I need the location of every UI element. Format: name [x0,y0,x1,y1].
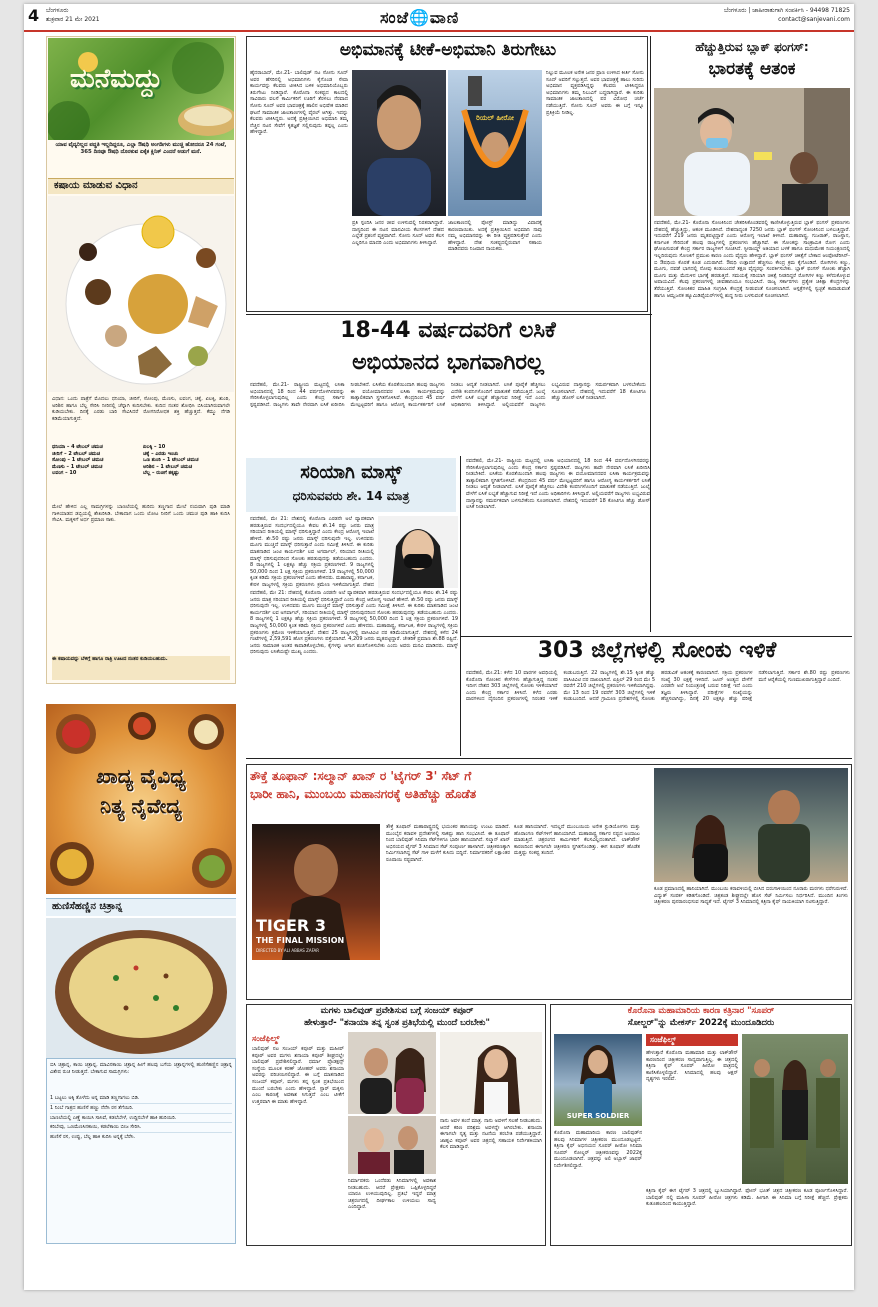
story6-headline-2: ಭಾರೀ ಹಾನಿ, ಮುಂಬಯಿ ಮಹಾನಗರಕ್ಕೆ ಅತಿಹೆಚ್ಚು ಹೊಡೆತ [250,787,477,801]
story1-col4: ನಿಲ್ಲುವ ಮೂಲಕ ಅನೇಕ ಜನರ ಪ್ರಾಣ ಉಳಿಸಿದ ಕೀರ್ತಿ ಸೋನು ಸೂದ್ ಅವರಿಗೆ ಸಲ್ಲುತ್ತದೆ. ಅವರ ಭಾವಚಿತ್ರಕ್ಕೆ ಹಾಲು ಸುರಿದು ಅಭಿಮಾನ ವ್ಯಕ್ತಪಡಿಸಿದ್ದನ್ನು ಕೆಲವರು ಟೀಕಿಸಿದ್ದರೂ ಅಭಿಮಾನಿಗಳು ತಮ್ಮ ನಿಲುವಿಗೆ ಬದ್ಧರಾಗಿದ್ದಾರೆ. ಈ ಕುರಿತು ಸಾಮಾಜಿಕ ಜಾಲತಾಣದಲ್ಲಿ ಪರ ವಿರೋಧ ಚರ್ಚೆ ನಡೆಯುತ್ತಿದೆ. ಸೋನು ಸೂದ್ ಅವರು ಈ ಬಗ್ಗೆ ಇನ್ನೂ ಪ್ರತಿಕ್ರಿಯೆ ನೀಡಿಲ್ಲ. [546,70,644,116]
divider [460,456,461,756]
ingredient-item: ಚಕ್ಕೆ – ಎರಡು ಇಂಚು [143,450,179,457]
ingredient-item: ಅರಿಶಿನ – 1 ಟೇಬಲ್ ಚಮಚ [143,463,193,470]
story2-headline-2: ಭಾರತಕ್ಕೆ ಆತಂಕ [708,59,796,79]
step-item: ಬಾಣಲೆಯಲ್ಲಿ ಎಣ್ಣೆ ಕಾಯಿಸಿ ಸಾಸಿವೆ, ಕಡಲೆಬೇಳೆ, ಉದ್ದಿನಬೇಳೆ ಹಾಕಿ ಹುರಿಯಿರಿ. [50,1114,232,1124]
father-daughter-illustration [348,1032,436,1114]
story1-col2: ಪ್ರತಿ ಸ್ಪಂದಿಸಿ ಜನರ ಜೀವ ಉಳಿಸುವಲ್ಲಿ ನಿರತರಾಗಿದ್ದಾರೆ. ದಾಸ್ಯದಿಂದ ಈ ನಟನ ಮಾನವೀಯ ಕೆಲಸಗಳಿಗೆ ದೇಶದ ಎಲ್ಲೆಡೆ ಪ್ರಶಂಸೆ ವ್ಯಕ್ತವಾಗಿದೆ. ಸೋನು ಸೂದ್ ಅವರ ಕೆಲಸ ಎಲ್ಲರಿಗೂ ಮಾದರಿ ಎಂದು ಅಭಿಮಾನಿಗಳು ತಿಳಿಸಿದ್ದಾರೆ. [352,220,444,246]
food-banner-title-1: ಖಾದ್ಯ ವೈವಿಧ್ಯ [96,764,186,788]
story2-headline-1: ಹೆಚ್ಚುತ್ತಿರುವ ಬ್ಲಾಕ್ ಫಂಗಸ್: [695,40,809,54]
soldiers-illustration [742,1034,848,1184]
story3-text: ನವದೆಹಲಿ, ಮೇ.21- ರಾಷ್ಟ್ರೀಯ ಮಟ್ಟದಲ್ಲಿ ಲಸಿಕಾ ಅಭಿಯಾನದಲ್ಲಿ 18 ರಿಂದ 44 ವರ್ಷದೊಳಗಿನವರನ್ನು ಸೇರಿಸಿಕೊಳ್ಳಲಾಗುವುದಿಲ್ಲ ಎಂದು ಕೇಂದ್ರ ಸರ್ಕಾರ ಸ್ಪಷ್ಟಪಡಿಸಿದೆ. ರಾಜ್ಯಗಳು ತಾವೇ ನೇರವಾಗಿ ಲಸಿಕೆ ಖರೀದಿಸಿ ನೀಡಬೇಕಿದೆ. ಲಸಿಕೆಯ ಕೊರತೆಯಿಂದಾಗಿ ಹಲವು ರಾಜ್ಯಗಳು ಈ ವಯೋಮಾನದವರ ಲಸಿಕಾ ಕಾರ್ಯಕ್ರಮವನ್ನು ತಾತ್ಕಾಲಿಕವಾಗಿ ಸ್ಥಗಿತಗೊಳಿಸಿವೆ. ಕೇಂದ್ರದಿಂದ 45 ವರ್ಷ ಮೇಲ್ಪಟ್ಟವರಿಗೆ ಹಾಗೂ ಆರೋಗ್ಯ ಕಾರ್ಯಕರ್ತರಿಗೆ ಲಸಿಕೆ ನೀಡಲು ಆದ್ಯತೆ ನೀಡಲಾಗಿದೆ. ಲಸಿಕೆ ಪೂರೈಕೆ ಹೆಚ್ಚಿಸಲು ವಿದೇಶಿ ಕಂಪನಿಗಳೊಂದಿಗೆ ಮಾತುಕತೆ ನಡೆಯುತ್ತಿದೆ. ಜುಲೈ ವೇಳೆಗೆ ಲಸಿಕೆ ಲಭ್ಯತೆ ಹೆಚ್ಚಾಗುವ ನಿರೀಕ್ಷೆ ಇದೆ ಎಂದು ಅಧಿಕಾರಿಗಳು ತಿಳಿಸಿದ್ದಾರೆ. ಅಲ್ಲಿಯವರೆಗೆ ರಾಜ್ಯಗಳು ಲಭ್ಯವಿರುವ ದಾಸ್ತಾನನ್ನು ಸಮರ್ಪಕವಾಗಿ ಬಳಸಬೇಕೆಂದು ಸೂಚಿಸಲಾಗಿದೆ. ದೇಶದಲ್ಲಿ ಇದುವರೆಗೆ 18 ಕೋಟಿಗೂ ಹೆಚ್ಚು ಡೋಸ್ ಲಸಿಕೆ ನೀಡಲಾಗಿದೆ. [250,382,646,408]
story5-text: ನವದೆಹಲಿ, ಮೇ.21: ಕಳೆದ 10 ವಾರಗಳ ಅವಧಿಯಲ್ಲಿ ಕೊರೊನಾ ಸೋಂಕಿನ ಕೇಸ್‌ಗಳು ಹೆಚ್ಚಾಗುತ್ತಿದ್ದ ನಂತರ ಇದೀಗ ದೇಶದ 303 ಜಿಲ್ಲೆಗಳಲ್ಲಿ ಸೋಂಕು ಇಳಿಕೆಯಾಗಿದೆ ಎಂದು ಕೇಂದ್ರ ಸರ್ಕಾರ ತಿಳಿಸಿದೆ. ಕಳೆದ ಎರಡು ವಾರಗಳಿಂದ ದೈನಂದಿನ ಪ್ರಕರಣಗಳಲ್ಲಿ ನಿರಂತರ ಇಳಿಕೆ ಕಂಡುಬರುತ್ತಿದೆ. 22 ರಾಜ್ಯಗಳಲ್ಲಿ ಶೇ.15 ಕ್ಕಿಂತ ಹೆಚ್ಚು ಪಾಸಿಟಿವಿಟಿ ದರ ದಾಖಲಾಗಿದೆ. ಏಪ್ರಿಲ್ 29 ರಿಂದ ಮೇ 5 ರವರೆಗೆ 210 ಜಿಲ್ಲೆಗಳಲ್ಲಿ ಪ್ರಕರಣಗಳು ಇಳಿಕೆಯಾಗಿದ್ದವು. ಮೇ 13 ರಿಂದ 19 ರವರೆಗೆ 303 ಜಿಲ್ಲೆಗಳಲ್ಲಿ ಇಳಿಕೆ ಕಂಡುಬಂದಿದೆ. ಆದರೆ ಗ್ರಾಮೀಣ ಪ್ರದೇಶಗಳಲ್ಲಿ ಸೋಂಕು ಹರಡುವಿಕೆ ಆತಂಕಕ್ಕೆ ಕಾರಣವಾಗಿದೆ. ಸಕ್ರಿಯ ಪ್ರಕರಣಗಳ ಸಂಖ್ಯೆ 30 ಲಕ್ಷಕ್ಕೆ ಇಳಿದಿದೆ. ಜೂನ್ ಅಂತ್ಯದ ವೇಳೆಗೆ ಎರಡನೇ ಅಲೆ ನಿಯಂತ್ರಣಕ್ಕೆ ಬರುವ ನಿರೀಕ್ಷೆ ಇದೆ ಎಂದು ತಜ್ಞರು ತಿಳಿಸಿದ್ದಾರೆ. ಪರೀಕ್ಷೆಗಳ ಸಂಖ್ಯೆಯನ್ನು ಹೆಚ್ಚಿಸಲಾಗಿದ್ದು, ದಿನಕ್ಕೆ 20 ಲಕ್ಷಕ್ಕೂ ಹೆಚ್ಚು ಪರೀಕ್ಷೆ ನಡೆಸಲಾಗುತ್ತಿದೆ. ಸರ್ಕಾರ ಶೇ.80 ರಷ್ಟು ಪ್ರಕರಣಗಳು ಮನೆ ಆರೈಕೆಯಲ್ಲಿ ಗುಣಮುಖರಾಗುತ್ತಿದ್ದಾರೆ ಎಂದಿದೆ. [466,670,850,703]
ingredient-item: ಲವಂಗ – 10 [52,470,77,477]
soldiers-photo [742,1034,848,1184]
divider [246,758,852,759]
banner-intro: ಯಾವ ವೈದ್ಯರಿಲ್ಲದ ಪದ್ಧತಿ ಇಲ್ಲದಿದ್ದರೂ, ಎಲ್ಲಾ ಔಷಧಿ ಅಂಗಡಿಗಳು ಮುಚ್ಚಿ ಹೋದರೂ 24 ಗಂಟೆ, 365 ದಿನವೂ ಔಷಧಿ ದೊರಕುವ ಏಕೈಕ ಕ್ಲಿನಿಕ್ ಎಂದರೆ ಅಡುಗೆ ಮನೆ. [55,142,227,155]
story4-headline-box [246,458,456,512]
ingredients-list [52,444,230,500]
header-date: ಶುಕ್ರವಾರ 21 ಮೇ 2021 [46,16,100,23]
story8-col3: ಕತ್ರಿನಾ ಕೈಫ್ ಈಗ ಟೈಗರ್ 3 ಚಿತ್ರದಲ್ಲಿ ಬ್ಯುಸಿಯಾಗಿದ್ದಾರೆ. ಫೋನ್ ಭೂತ್ ಚಿತ್ರದ ಚಿತ್ರೀಕರಣ ಕೂಡ ಪೂರ್ಣಗೊಳಿಸಿದ್ದಾರೆ. ಬಾಲಿವುಡ್ ನಲ್ಲಿ ಮಹಿಳಾ ಸೂಪರ್ ಹೀರೋ ಚಿತ್ರಗಳು ಕಡಿಮೆ. ಹೀಗಾಗಿ ಈ ಸಿನಿಮಾ ಬಗ್ಗೆ ನಿರೀಕ್ಷೆ ಹೆಚ್ಚಿದೆ. ಪ್ರೇಕ್ಷಕರು ಕುತೂಹಲದಿಂದ ಕಾಯುತ್ತಿದ್ದಾರೆ. [646,1188,848,1208]
recipe2-text: ಬಿಸಿ ಚಿತ್ರಾನ್ನ, ಕಾಯಿ ಚಿತ್ರಾನ್ನ, ಮಾವಿನಕಾಯಿ ಚಿತ್ರಾನ್ನ ಹೀಗೆ ಹಲವು ಬಗೆಯ ಚಿತ್ರಾನ್ನಗಳಲ್ಲಿ ಹುಣಿಸೆಹಣ್ಣಿನ ಚಿತ್ರಾನ್ನ ವಿಶೇಷ ರುಚಿ ನೀಡುತ್ತದೆ. ಬೇಕಾಗುವ ಸಾಮಗ್ರಿಗಳು: [50,1062,232,1075]
film-still-illustration [654,768,848,882]
story1-col1: ಹೈದರಾಬಾದ್, ಮೇ.21- ಬಾಲಿವುಡ್ ನಟ ಸೋನು ಸೂದ್ ಅವರ ಹೆಸರಿನಲ್ಲಿ ಅಭಿಮಾನಿಗಳು ಕೈಗೊಂಡ ಸೇವಾ ಕಾರ್ಯವನ್ನು ಕೆಲವರು ಟೀಕಿಸಿದ ಬಳಿಕ ಅಭಿಮಾನಿಯೊಬ್ಬರು ತಿರುಗೇಟು ನೀಡಿದ್ದಾರೆ. ಕೊರೊನಾ ಸಂಕಷ್ಟದ ಕಾಲದಲ್ಲಿ ಸಾವಿರಾರು ವಲಸೆ ಕಾರ್ಮಿಕರಿಗೆ ಊರಿಗೆ ತೆರಳಲು ನೆರವಾದ ಸೋನು ಸೂದ್ ಅವರ ಭಾವಚಿತ್ರಕ್ಕೆ ಹಾಲಿನ ಅಭಿಷೇಕ ಮಾಡಿದ ಘಟನೆ ಸಾಮಾಜಿಕ ಜಾಲತಾಣಗಳಲ್ಲಿ ವೈರಲ್ ಆಗಿತ್ತು. ಇದನ್ನು ಕೆಲವರು ಟೀಕಿಸಿದ್ದರು. ಅದಕ್ಕೆ ಪ್ರತಿಕ್ರಿಯಿಸಿದ ಅಭಿಮಾನಿ ತಮ್ಮ ನೆಚ್ಚಿನ ನಟನ ಸೇವೆಗೆ ಕೃತಜ್ಞತೆ ಸಲ್ಲಿಸುವುದು ತಪ್ಪಲ್ಲ ಎಂದು ಹೇಳಿದ್ದಾರೆ. [250,70,348,136]
spices-illustration [48,196,234,392]
sonu-sood-photo [352,70,446,216]
divider [246,314,652,315]
story3-text-more: ನವದೆಹಲಿ, ಮೇ.21- ರಾಷ್ಟ್ರೀಯ ಮಟ್ಟದಲ್ಲಿ ಲಸಿಕಾ ಅಭಿಯಾನದಲ್ಲಿ 18 ರಿಂದ 44 ವರ್ಷದೊಳಗಿನವರನ್ನು ಸೇರಿಸಿಕೊಳ್ಳಲಾಗುವುದಿಲ್ಲ ಎಂದು ಕೇಂದ್ರ ಸರ್ಕಾರ ಸ್ಪಷ್ಟಪಡಿಸಿದೆ. ರಾಜ್ಯಗಳು ತಾವೇ ನೇರವಾಗಿ ಲಸಿಕೆ ಖರೀದಿಸಿ ನೀಡಬೇಕಿದೆ. ಲಸಿಕೆಯ ಕೊರತೆಯಿಂದಾಗಿ ಹಲವು ರಾಜ್ಯಗಳು ಈ ವಯೋಮಾನದವರ ಲಸಿಕಾ ಕಾರ್ಯಕ್ರಮವನ್ನು ತಾತ್ಕಾಲಿಕವಾಗಿ ಸ್ಥಗಿತಗೊಳಿಸಿವೆ. ಕೇಂದ್ರದಿಂದ 45 ವರ್ಷ ಮೇಲ್ಪಟ್ಟವರಿಗೆ ಹಾಗೂ ಆರೋಗ್ಯ ಕಾರ್ಯಕರ್ತರಿಗೆ ಲಸಿಕೆ ನೀಡಲು ಆದ್ಯತೆ ನೀಡಲಾಗಿದೆ. ಲಸಿಕೆ ಪೂರೈಕೆ ಹೆಚ್ಚಿಸಲು ವಿದೇಶಿ ಕಂಪನಿಗಳೊಂದಿಗೆ ಮಾತುಕತೆ ನಡೆಯುತ್ತಿದೆ. ಜುಲೈ ವೇಳೆಗೆ ಲಸಿಕೆ ಲಭ್ಯತೆ ಹೆಚ್ಚಾಗುವ ನಿರೀಕ್ಷೆ ಇದೆ ಎಂದು ಅಧಿಕಾರಿಗಳು ತಿಳಿಸಿದ್ದಾರೆ. ಅಲ್ಲಿಯವರೆಗೆ ರಾಜ್ಯಗಳು ಲಭ್ಯವಿರುವ ದಾಸ್ತಾನನ್ನು ಸಮರ್ಪಕವಾಗಿ ಬಳಸಬೇಕೆಂದು ಸೂಚಿಸಲಾಗಿದೆ. ದೇಶದಲ್ಲಿ ಇದುವರೆಗೆ 18 ಕೋಟಿಗೂ ಹೆಚ್ಚು ಡೋಸ್ ಲಸಿಕೆ ನೀಡಲಾಗಿದೆ. [466,458,650,511]
story1-col3: ಜಾಲತಾಣದಲ್ಲಿ ಪೋಸ್ಟ್ ಮಾಡಿದ್ದು ವಿವಾದಕ್ಕೆ ಕಾರಣವಾಯಿತು. ಅದಕ್ಕೆ ಪ್ರತಿಕ್ರಿಯಿಸಿದ ಅಭಿಮಾನಿ ನಾವು ನಮ್ಮ ಅಭಿಮಾನವನ್ನು ಈ ರೀತಿ ವ್ಯಕ್ತಪಡಿಸುತ್ತೇವೆ ಎಂದು ಹೇಳಿದ್ದಾರೆ. ದೇಶ ಸಂಕಷ್ಟದಲ್ಲಿರುವಾಗ ಸಹಾಯ ಮಾಡಿದವರು ನಿಜವಾದ ನಾಯಕರು. [448,220,542,253]
header-right-city: ಬೆಂಗಳೂರು [723,7,747,14]
story4-headline-1: ಸರಿಯಾಗಿ ಮಾಸ್ಕ್ [300,462,402,483]
story6-headline-1: ತೌಕ್ತೆ ತೂಫಾನ್ :ಸಲ್ಮಾನ್ ಖಾನ್ ರ 'ಟೈಗರ್ 3' ಸೆಟ್ ಗೆ [250,769,472,783]
header-contact: ಬೆಂಗಳೂರು | ಜಾಹೀರಾತುಗಾಗಿ ಸಂಪರ್ಕಿಸಿ - 94498 71825 [723,7,850,14]
story8-col2: ಹೇಳುತ್ತಾರೆ ಕೊರೊನಾ ಮಹಾಮಾರಿ ಮತ್ತು ಲಾಕ್‌ಡೌನ್ ಕಾರಣದಿಂದ ಚಿತ್ರೀಕರಣ ಸಾಧ್ಯವಾಗುತ್ತಿಲ್ಲ. ಈ ಚಿತ್ರದಲ್ಲಿ ಕತ್ರಿನಾ ಕೈಫ್ ಸೂಪರ್ ಹೀರೋ ಪಾತ್ರದಲ್ಲಿ ಕಾಣಿಸಿಕೊಳ್ಳಲಿದ್ದಾರೆ. ಸಿನಿಮಾದಲ್ಲಿ ಹಲವು ಆಕ್ಷನ್ ದೃಶ್ಯಗಳು ಇರಲಿವೆ. [646,1050,738,1083]
recipe1-title: ಕಷಾಯ ಮಾಡುವ ವಿಧಾನ [54,180,138,191]
story6-col3: ಕೂಡ ಪ್ರಮಾಣದಲ್ಲಿ ಹಾನಿಯಾಗಿದೆ. ಮುಂಬಯಿ ಕರಾವಳಿಯಲ್ಲಿ ಬೀಸಿದ ಬಿರುಗಾಳಿಯಿಂದ ನೂರಾರು ಮರಗಳು ಧರೆಗುರುಳಿವೆ. ವಿದ್ಯುತ್ ಸಂಪರ್ಕ ಕಡಿತಗೊಂಡಿದೆ. ಚಿತ್ರತಂಡ ಶೀಘ್ರದಲ್ಲೇ ಹೊಸ ಸೆಟ್ ನಿರ್ಮಿಸಲು ನಿರ್ಧರಿಸಿದೆ. ಮುಂದಿನ ತಿಂಗಳು ಚಿತ್ರೀಕರಣ ಪುನರಾರಂಭಿಸುವ ಸಾಧ್ಯತೆ ಇದೆ. ಟೈಗರ್ 3 ಸಿನಿಮಾದಲ್ಲಿ ಕತ್ರಿನಾ ಕೈಫ್ ನಾಯಕಿಯಾಗಿ ನಟಿಸುತ್ತಿದ್ದಾರೆ. [654,886,848,906]
divider [460,636,852,637]
story7-col2: ನಿರ್ಮಾಪಕರು ಒಂದೆರಡು ಸಿನಿಮಾಗಳಲ್ಲಿ ಅವಕಾಶ ನೀಡಬಹುದು. ಆದರೆ ಪ್ರೇಕ್ಷಕರು ಒಪ್ಪಿಕೊಳ್ಳದಿದ್ದರೆ ಯಾರೂ ಉಳಿಯುವುದಿಲ್ಲ. ಪ್ರತಿಭೆ ಇದ್ದರೆ ಮಾತ್ರ ಚಿತ್ರರಂಗದಲ್ಲಿ ದೀರ್ಘಕಾಲ ಉಳಿಯಲು ಸಾಧ್ಯ ಎಂದಿದ್ದಾರೆ. [348,1178,436,1211]
rice-bowl-illustration [46,918,236,1058]
food-banner [46,704,236,894]
recipe1-text: ವಿಧಾನ: ಒಂದು ಪಾತ್ರೆಗೆ ಮೊದಲು ಧನಿಯಾ, ಜೀರಿಗೆ, ಸೋಂಪು, ಮೆಣಸು, ಲವಂಗ, ಚಕ್ಕೆ, ಏಲಕ್ಕಿ, ಶುಂಠಿ, ಅರಿಶಿನ ಹಾಗೂ ಬೆಲ್ಲ ಸೇರಿಸಿ ನೀರಿನಲ್ಲಿ ಚೆನ್ನಾಗಿ ಕುದಿಸಬೇಕು. ಕುದಿದ ನಂತರ ಶೋಧಿಸಿ ಬಿಸಿಯಾಗಿರುವಾಗಲೇ ಕುಡಿಯಬೇಕು. ದಿನಕ್ಕೆ ಎರಡು ಬಾರಿ ಸೇವಿಸಿದರೆ ರೋಗನಿರೋಧಕ ಶಕ್ತಿ ಹೆಚ್ಚುತ್ತದೆ. ಕೆಮ್ಮು ನೆಗಡಿ ಕಡಿಮೆಯಾಗುತ್ತದೆ. [52,396,230,422]
header-email: contact@sanjevani.com [778,16,850,23]
ingredient-item: ಧನಿಯಾ – 4 ಟೇಬಲ್ ಚಮಚ [52,444,103,450]
health-worker-illustration [654,88,850,216]
newspaper-page [24,4,854,1290]
story8-headline-1: ಕೊರೊನಾ ಮಹಾಮಾರಿಯ ಕಾರಣ ಕತ್ರಿನಾರ "ಸೂಪರ್ [627,1006,775,1016]
step-item: 1 ಬಟ್ಟಲು ಅಕ್ಕಿ ತೊಳೆದು ಅನ್ನ ಮಾಡಿ ತಣ್ಣಗಾಗಲು ಬಿಡಿ. [50,1094,232,1104]
story4-text-more: ನವದೆಹಲಿ, ಮೇ 21: ದೇಶದಲ್ಲಿ ಕೊರೊನಾ ಎರಡನೇ ಅಲೆ ವ್ಯಾಪಕವಾಗಿ ಹರಡುತ್ತಿರುವ ಸಂದರ್ಭದಲ್ಲಿಯೂ ಕೇವಲ ಶೇ.14 ರಷ್ಟು ಜನರು ಮಾತ್ರ ಸರಿಯಾದ ರೀತಿಯಲ್ಲಿ ಮಾಸ್ಕ್ ಧರಿಸುತ್ತಿದ್ದಾರೆ ಎಂದು ಕೇಂದ್ರ ಆರೋಗ್ಯ ಇಲಾಖೆ ಹೇಳಿದೆ. ಶೇ.50 ರಷ್ಟು ಜನರು ಮಾಸ್ಕ್ ಧರಿಸುವುದೇ ಇಲ್ಲ. ಉಳಿದವರು ಮೂಗು ಮುಚ್ಚದೆ ಮಾಸ್ಕ್ ಧರಿಸುತ್ತಾರೆ ಎಂದು ಸಮೀಕ್ಷೆ ತಿಳಿಸಿದೆ. ಈ ಕುರಿತು ಮಾತನಾಡಿದ ಜಂಟಿ ಕಾರ್ಯದರ್ಶಿ ಲವ ಅಗರ್ವಾಲ್, ಸರಿಯಾದ ರೀತಿಯಲ್ಲಿ ಮಾಸ್ಕ್ ಧರಿಸುವುದರಿಂದ ಸೋಂಕು ಹರಡುವುದನ್ನು ತಡೆಯಬಹುದು ಎಂದರು. 8 ರಾಜ್ಯಗಳಲ್ಲಿ 1 ಲಕ್ಷಕ್ಕೂ ಹೆಚ್ಚು ಸಕ್ರಿಯ ಪ್ರಕರಣಗಳಿವೆ. 9 ರಾಜ್ಯಗಳಲ್ಲಿ 50,000 ದಿಂದ 1 ಲಕ್ಷ ಸಕ್ರಿಯ ಪ್ರಕರಣಗಳಿವೆ. 19 ರಾಜ್ಯಗಳಲ್ಲಿ 50,000 ಕ್ಕಿಂತ ಕಡಿಮೆ ಸಕ್ರಿಯ ಪ್ರಕರಣಗಳಿವೆ ಎಂದು ಹೇಳಿದರು. ಮಹಾರಾಷ್ಟ್ರ, ಕರ್ನಾಟಕ, ಕೇರಳ ರಾಜ್ಯಗಳಲ್ಲಿ ಸಕ್ರಿಯ ಪ್ರಕರಣಗಳು ಕ್ರಮೇಣ ಇಳಿಕೆಯಾಗುತ್ತಿವೆ. ದೇಶದ 25 ರಾಜ್ಯಗಳಲ್ಲಿ ಪಾಸಿಟಿವಿಟಿ ದರ ಕಡಿಮೆಯಾಗುತ್ತಿದೆ. ದೇಶದಲ್ಲಿ ಕಳೆದ 24 ಗಂಟೆಗಳಲ್ಲಿ 2,59,591 ಹೊಸ ಪ್ರಕರಣಗಳು ಪತ್ತೆಯಾಗಿವೆ. 4,209 ಜನರು ಮೃತಪಟ್ಟಿದ್ದಾರೆ. ಚೇತರಿಕೆ ಪ್ರಮಾಣ ಶೇ.88 ರಷ್ಟಿದೆ. ಜನರು ಸಾಮಾಜಿಕ ಅಂತರ ಕಾಪಾಡಿಕೊಳ್ಳಬೇಕು, ಕೈಗಳನ್ನು ಆಗಾಗ ಶುಚಿಗೊಳಿಸಬೇಕು ಎಂದು ಅವರು ಮನವಿ ಮಾಡಿದರು. ಮಾಸ್ಕ್ ಧರಿಸುವುದು ಲಸಿಕೆಯಷ್ಟೇ ಮುಖ್ಯ ಎಂದರು. [250,590,458,656]
ingredient-item: ಜೀರಿಗೆ – 2 ಟೇಬಲ್ ಚಮಚ [52,450,101,457]
recipe2-title-bar [46,898,236,916]
tiger3-set-photo [654,768,848,882]
poster-subtitle: THE FINAL MISSION [256,936,345,945]
step-item: ಹುಣಿಸೆ ರಸ, ಉಪ್ಪು, ಬೆಲ್ಲ ಹಾಕಿ ಕುದಿಸಿ ಅನ್ನಕ್ಕೆ ಬೆರೆಸಿ. [50,1134,136,1141]
actor-portrait [352,70,446,216]
story8-byline: ಸಂಜೆಫಿಲ್ಮ್ [650,1035,676,1044]
recipe1-more: ಮೇಲೆ ಹೇಳಿದ ಎಲ್ಲ ಸಾಮಗ್ರಿಗಳನ್ನು ಬಾಣಲೆಯಲ್ಲಿ ಹುರಿದು ತಣ್ಣಗಾದ ಮೇಲೆ ನಯವಾಗಿ ಪುಡಿ ಮಾಡಿ ಗಾಳಿಯಾಡದ ಡಬ್ಬಿಯಲ್ಲಿ ಶೇಖರಿಸಿಡಿ. ಬೇಕಾದಾಗ ಒಂದು ಲೋಟ ನೀರಿಗೆ ಒಂದು ಚಮಚ ಪುಡಿ ಹಾಕಿ ಕುದಿಸಿ ಸೇವಿಸಿ. ಮಕ್ಕಳಿಗೆ ಅರ್ಧ ಪ್ರಮಾಣ ಸಾಕು. [52,504,230,524]
recipe2-steps [50,1094,232,1240]
story7-byline: ಸಂಜೆಫಿಲ್ಮ್ [252,1034,280,1043]
story4-text: ನವದೆಹಲಿ, ಮೇ 21: ದೇಶದಲ್ಲಿ ಕೊರೊನಾ ಎರಡನೇ ಅಲೆ ವ್ಯಾಪಕವಾಗಿ ಹರಡುತ್ತಿರುವ ಸಂದರ್ಭದಲ್ಲಿಯೂ ಕೇವಲ ಶೇ.14 ರಷ್ಟು ಜನರು ಮಾತ್ರ ಸರಿಯಾದ ರೀತಿಯಲ್ಲಿ ಮಾಸ್ಕ್ ಧರಿಸುತ್ತಿದ್ದಾರೆ ಎಂದು ಕೇಂದ್ರ ಆರೋಗ್ಯ ಇಲಾಖೆ ಹೇಳಿದೆ. ಶೇ.50 ರಷ್ಟು ಜನರು ಮಾಸ್ಕ್ ಧರಿಸುವುದೇ ಇಲ್ಲ. ಉಳಿದವರು ಮೂಗು ಮುಚ್ಚದೆ ಮಾಸ್ಕ್ ಧರಿಸುತ್ತಾರೆ ಎಂದು ಸಮೀಕ್ಷೆ ತಿಳಿಸಿದೆ. ಈ ಕುರಿತು ಮಾತನಾಡಿದ ಜಂಟಿ ಕಾರ್ಯದರ್ಶಿ ಲವ ಅಗರ್ವಾಲ್, ಸರಿಯಾದ ರೀತಿಯಲ್ಲಿ ಮಾಸ್ಕ್ ಧರಿಸುವುದರಿಂದ ಸೋಂಕು ಹರಡುವುದನ್ನು ತಡೆಯಬಹುದು ಎಂದರು. 8 ರಾಜ್ಯಗಳಲ್ಲಿ 1 ಲಕ್ಷಕ್ಕೂ ಹೆಚ್ಚು ಸಕ್ರಿಯ ಪ್ರಕರಣಗಳಿವೆ. 9 ರಾಜ್ಯಗಳಲ್ಲಿ 50,000 ದಿಂದ 1 ಲಕ್ಷ ಸಕ್ರಿಯ ಪ್ರಕರಣಗಳಿವೆ. 19 ರಾಜ್ಯಗಳಲ್ಲಿ 50,000 ಕ್ಕಿಂತ ಕಡಿಮೆ ಸಕ್ರಿಯ ಪ್ರಕರಣಗಳಿವೆ ಎಂದು ಹೇಳಿದರು. ಮಹಾರಾಷ್ಟ್ರ, ಕರ್ನಾಟಕ, ಕೇರಳ ರಾಜ್ಯಗಳಲ್ಲಿ ಸಕ್ರಿಯ ಪ್ರಕರಣಗಳು ಕ್ರಮೇಣ ಇಳಿಕೆಯಾಗುತ್ತಿವೆ. ದೇಶದ [250,516,374,588]
story1-headline: ಅಭಿಮಾನಕ್ಕೆ ಟೀಕೆ-ಅಭಿಮಾನಿ ತಿರುಗೇಟು [339,40,557,60]
family-photo [348,1116,436,1174]
story6-col1: ತೌಕ್ತೆ ತೂಫಾನ್ ಮಹಾರಾಷ್ಟ್ರದಲ್ಲಿ ಭಯಂಕರ ಹಾನಿಯನ್ನು ಉಂಟು ಮಾಡಿದೆ. ಮುಂಬೈನ ಕರಾವಳಿ ಪ್ರದೇಶಗಳಲ್ಲಿ ಸಾಕಷ್ಟು ಹಾನಿ ಸಂಭವಿಸಿದೆ. ಈ ತೂಫಾನ್ ನಿಂದ ಬಾಲಿವುಡ್ ಸಿನಿಮಾ ಸೆಟ್‌ಗಳಿಗೂ ಭಾರೀ ಹಾನಿಯಾಗಿದೆ. ಸಲ್ಮಾನ್ ಖಾನ್ ಅಭಿನಯದ ಟೈಗರ್ 3 ಸಿನಿಮಾದ ಸೆಟ್ ಸಂಪೂರ್ಣ ಹಾಳಾಗಿದೆ. ಚಿತ್ರೀಕರಣಕ್ಕಾಗಿ ನಿರ್ಮಿಸಲಾಗಿದ್ದ ಸೆಟ್ ಗಾಳಿ ಮಳೆಗೆ ಕುಸಿದು ಬಿದ್ದಿದೆ. ನಿರ್ಮಾಪಕರಿಗೆ ಲಕ್ಷಾಂತರ ರೂಪಾಯಿ ನಷ್ಟವಾಗಿದೆ. [386,824,510,863]
masthead: ಸಂಜೆ🌐ವಾಣಿ [380,8,460,27]
poster-credit: DIRECTED BY ALI ABBAS ZAFAR [256,948,320,953]
story2-text: ನವದೆಹಲಿ, ಮೇ.21- ಕೊರೊನಾ ಸೋಂಕಿನಿಂದ ಚೇತರಿಸಿಕೊಂಡವರಲ್ಲಿ ಕಾಣಿಸಿಕೊಳ್ಳುತ್ತಿರುವ ಬ್ಲಾಕ್ ಫಂಗಸ್ ಪ್ರಕರಣಗಳು ದೇಶದಲ್ಲಿ ಹೆಚ್ಚುತ್ತಿದ್ದು, ಆತಂಕ ಮೂಡಿಸಿದೆ. ದೇಶದಾದ್ಯಂತ 7250 ಜನರು ಬ್ಲಾಕ್ ಫಂಗಸ್ ಸೋಂಕಿನಿಂದ ಬಳಲುತ್ತಿದ್ದಾರೆ. ಇದುವರೆಗೆ 219 ಜನರು ಮೃತಪಟ್ಟಿದ್ದಾರೆ ಎಂದು ಆರೋಗ್ಯ ಇಲಾಖೆ ತಿಳಿಸಿದೆ. ಮಹಾರಾಷ್ಟ್ರ, ಗುಜರಾತ್, ರಾಜಸ್ಥಾನ, ಕರ್ನಾಟಕ ಸೇರಿದಂತೆ ಹಲವು ರಾಜ್ಯಗಳಲ್ಲಿ ಪ್ರಕರಣಗಳು ಹೆಚ್ಚಾಗಿವೆ. ಈ ಸೋಂಕನ್ನು ಸಾಂಕ್ರಾಮಿಕ ರೋಗ ಎಂದು ಘೋಷಿಸುವಂತೆ ಕೇಂದ್ರ ಸರ್ಕಾರ ರಾಜ್ಯಗಳಿಗೆ ಸೂಚಿಸಿದೆ. ಸ್ಟೀರಾಯ್ಡ್ ಅತಿಯಾದ ಬಳಕೆ ಹಾಗೂ ಮಧುಮೇಹ ನಿಯಂತ್ರಣದಲ್ಲಿ ಇಲ್ಲದಿರುವುದು ಸೋಂಕಿಗೆ ಪ್ರಮುಖ ಕಾರಣ ಎಂದು ವೈದ್ಯರು ಹೇಳಿದ್ದಾರೆ. ಬ್ಲಾಕ್ ಫಂಗಸ್ ಚಿಕಿತ್ಸೆಗೆ ಬೇಕಾದ ಆಂಫೋಟೆರಿಸಿನ್-ಬಿ ಔಷಧಿಯ ಕೊರತೆ ಕೂಡ ಎದುರಾಗಿದೆ. ಔಷಧಿ ಉತ್ಪಾದನೆ ಹೆಚ್ಚಿಸಲು ಕೇಂದ್ರ ಕ್ರಮ ಕೈಗೊಂಡಿದೆ. ರೋಗಿಗಳು ಕಣ್ಣು, ಮೂಗು, ದವಡೆ ಭಾಗದಲ್ಲಿ ನೋವು ಕಂಡುಬಂದರೆ ತಕ್ಷಣ ವೈದ್ಯರನ್ನು ಸಂಪರ್ಕಿಸಬೇಕು. ಬ್ಲಾಕ್ ಫಂಗಸ್ ಸೋಂಕು ಹೆಚ್ಚಾಗಿ ಮೂಗು ಮತ್ತು ಮೆದುಳಿನ ಭಾಗಕ್ಕೆ ಹರಡುತ್ತದೆ. ಸಮಯಕ್ಕೆ ಸರಿಯಾಗಿ ಚಿಕಿತ್ಸೆ ನೀಡದಿದ್ದರೆ ರೋಗಿಗಳ ಕಣ್ಣು ಕಳೆದುಕೊಳ್ಳುವ ಅಪಾಯವಿದೆ. ಕೆಲವು ಪ್ರಕರಣಗಳಲ್ಲಿ ಜೀವಹಾನಿಯೂ ಸಂಭವಿಸಿದೆ. ರಾಜ್ಯ ಸರ್ಕಾರಗಳು ಪ್ರತ್ಯೇಕ ಚಿಕಿತ್ಸಾ ಕೇಂದ್ರಗಳನ್ನು ತೆರೆಯುತ್ತಿವೆ. ಸೋಂಕಿತರ ಮಾಹಿತಿ ಸಂಗ್ರಹಿಸಿ ಕೇಂದ್ರಕ್ಕೆ ನೀಡುವಂತೆ ಸೂಚಿಸಲಾಗಿದೆ. ಆಸ್ಪತ್ರೆಗಳಲ್ಲಿ ಸ್ವಚ್ಛತೆ ಕಾಪಾಡುವಂತೆ ಹಾಗೂ ಆಮ್ಲಜನಕ ಹ್ಯೂಮಿಡಿಫೈಯರ್‌ಗಳಲ್ಲಿ ಶುದ್ಧ ನೀರು ಬಳಸುವಂತೆ ಸೂಚಿಸಲಾಗಿದೆ. [654,220,850,299]
page-number: 4 [28,6,40,25]
step-item: ಕರಿಬೇವು, ಒಣಮೆಣಸಿನಕಾಯಿ, ಕಡಲೆಕಾಯಿ ಬೀಜ ಸೇರಿಸಿ. [50,1123,232,1133]
page-header [24,4,854,32]
tiger3-poster [252,824,380,960]
spices-photo [48,196,234,392]
shanaya-photo [440,1032,542,1114]
super-soldier-title: SUPER SOLDIER [566,1112,630,1120]
story6-col2: ಕೂಡ ಹಾನಿಯಾಗಿದೆ. ಇದಲ್ಲದೆ ಮುಂಬಯಿಯ ಅನೇಕ ಸ್ಟುಡಿಯೋಗಳು ಮತ್ತು ಹೊರಾಂಗಣ ಸೆಟ್‌ಗಳಿಗೆ ಹಾನಿಯಾಗಿದೆ. ಮಹಾರಾಷ್ಟ್ರ ಸರ್ಕಾರ ನಷ್ಟದ ಅಂದಾಜು ಮಾಡುತ್ತಿದೆ. ಚಿತ್ರರಂಗದ ಕಾರ್ಮಿಕರಿಗೆ ಕೆಲಸವಿಲ್ಲದಂತಾಗಿದೆ. ಲಾಕ್‌ಡೌನ್ ಕಾರಣದಿಂದ ಈಗಾಗಲೇ ಚಿತ್ರೀಕರಣ ಸ್ಥಗಿತಗೊಂಡಿತ್ತು. ಈಗ ತೂಫಾನ್ ಹೊಡೆತ ಮತ್ತಷ್ಟು ಸಂಕಷ್ಟ ತಂದಿದೆ. [514,824,640,857]
portrait-illustration [440,1032,542,1114]
story7-headline-1: ಮಗಳು ಬಾಲಿವುಡ್ ಪ್ರವೇಶಿಸುವ ಬಗ್ಗೆ ಸಂಜಯ್ ಕಪೂರ್ [320,1006,474,1016]
ingredient-item: ಮೆಣಸು – 1 ಟೇಬಲ್ ಚಮಚ [52,463,103,470]
ingredient-item: ಬೆಲ್ಲ – ರುಚಿಗೆ ತಕ್ಕಷ್ಟು [143,470,180,477]
story8-headline-2: ಸೋಲ್ಜರ್"ನ್ನು ಮೇಕರ್ಸ್ 2022ಕ್ಕೆ ಮುಂದೂಡಿದರು [627,1018,775,1028]
mask-woman-photo [378,516,458,588]
story3-headline-1: 18-44 ವರ್ಷದವರಿಗೆ ಲಸಿಕೆ [340,318,556,343]
black-fungus-photo [654,88,850,216]
banner-title: ಮನೆಮದ್ದು [70,64,163,94]
divider [650,36,651,632]
masked-face-illustration [378,516,458,588]
header-city: ಬೆಂಗಳೂರು [46,7,69,14]
story8-byline-bar [646,1034,738,1046]
recipe2-title: ಹುಣಿಸೆಹಣ್ಣಿನ ಚಿತ್ರಾನ್ನ [52,901,123,912]
recipe1-note: ಈ ಕಷಾಯವನ್ನು ಬೆಳಿಗ್ಗೆ ಹಾಗೂ ರಾತ್ರಿ ಊಟದ ನಂತರ ಕುಡಿಯಬಹುದು. [52,656,230,680]
recipe1-title-bar [48,178,234,194]
poster-title: TIGER 3 [256,916,326,935]
garlanded-poster [448,70,542,216]
couple-illustration [348,1116,436,1174]
super-soldier-poster [554,1034,642,1126]
story7-col1: ಬಾಲಿವುಡ್ ನಟ ಸಂಜಯ್ ಕಪೂರ್ ಮತ್ತು ಮಹೀಪ್ ಕಪೂರ್ ಅವರ ಮಗಳು ಶನಾಯಾ ಕಪೂರ್ ಶೀಘ್ರದಲ್ಲೇ ಬಾಲಿವುಡ್ ಪ್ರವೇಶಿಸಲಿದ್ದಾರೆ. ಧರ್ಮಾ ಪ್ರೊಡಕ್ಷನ್ಸ್ ಸಂಸ್ಥೆಯ ಮೂಲಕ ಕರಣ್ ಜೋಹರ್ ಅವರು ಶನಾಯಾ ಅವರನ್ನು ಪರಿಚಯಿಸಲಿದ್ದಾರೆ. ಈ ಬಗ್ಗೆ ಮಾತನಾಡಿದ ಸಂಜಯ್ ಕಪೂರ್, ಮಗಳು ತನ್ನ ಸ್ವಂತ ಪ್ರತಿಭೆಯಿಂದ ಮುಂದೆ ಬರಬೇಕು ಎಂದು ಹೇಳಿದ್ದಾರೆ. ಸ್ಟಾರ್ ಮಕ್ಕಳು ಎಂಬ ಕಾರಣಕ್ಕೆ ಅವಕಾಶ ಸಿಗುತ್ತದೆ ಎಂಬ ಟೀಕೆಗೆ ಉತ್ತರವಾಗಿ ಈ ಮಾತು ಹೇಳಿದ್ದಾರೆ. [252,1046,344,1105]
chitranna-photo [46,918,236,1058]
header-phone: ಜಾಹೀರಾತುಗಾಗಿ ಸಂಪರ್ಕಿಸಿ - 94498 71825 [752,7,850,14]
fan-tribute-photo [448,70,542,216]
food-banner-title-2: ನಿತ್ಯ ನೈವೇದ್ಯ [100,794,182,818]
ingredient-item: ಒಣ ಶುಂಠಿ – 1 ಟೇಬಲ್ ಚಮಚ [143,457,199,464]
ingredient-item: ಏಲಕ್ಕಿ – 10 [143,444,166,450]
sanjay-shanaya-photo [348,1032,436,1114]
herbs-banner [48,38,234,140]
story7-headline-2: ಹೇಳುತ್ತಾರೆ- "ಶನಾಯಾ ತನ್ನ ಸ್ವಂತ ಪ್ರತಿಭೆಯಲ್ಲಿ ಮುಂದೆ ಬರಬೇಕು" [304,1018,490,1028]
step-item: 1 ನಿಂಬೆ ಗಾತ್ರದ ಹುಣಿಸೆ ಹಣ್ಣು ನೆನೆಸಿ ರಸ ತೆಗೆಯಿರಿ. [50,1104,232,1114]
story3-headline-2: ಅಭಿಯಾನದ ಭಾಗವಾಗಿರಲ್ಲ [352,350,544,375]
poster-caption: ರಿಯಲ್ ಹೀರೋ [476,114,514,122]
story8-col1: ಕೊರೊನಾ ಮಹಾಮಾರಿಯ ಕಾರಣ ಬಾಲಿವುಡ್‌ನ ಹಲವು ಸಿನಿಮಾಗಳ ಚಿತ್ರೀಕರಣ ಮುಂದೂಡಲ್ಪಟ್ಟಿದೆ. ಕತ್ರಿನಾ ಕೈಫ್ ಅಭಿನಯದ ಸೂಪರ್ ಹೀರೋ ಸಿನಿಮಾ ಸೂಪರ್ ಸೋಲ್ಜರ್ ಚಿತ್ರೀಕರಣವನ್ನು 2022ಕ್ಕೆ ಮುಂದೂಡಲಾಗಿದೆ. ಚಿತ್ರವನ್ನು ಅಲಿ ಅಬ್ಬಾಸ್ ಜಾಫರ್ ನಿರ್ದೇಶಿಸಲಿದ್ದಾರೆ. [554,1130,642,1169]
ingredient-item: ಸೋಂಪು – 1 ಟೇಬಲ್ ಚಮಚ [52,457,104,464]
story7-col3: ನಾನು ಅವಳ ತಂದೆ ಮಾತ್ರ. ನಾನು ಅವಳಿಗೆ ಸಲಹೆ ನೀಡಬಹುದು. ಆದರೆ ಕಠಿಣ ಪರಿಶ್ರಮ ಅವಳದ್ದೇ ಆಗಿರಬೇಕು. ಶನಾಯಾ ಈಗಾಗಲೇ ನೃತ್ಯ ಮತ್ತು ನಟನೆಯ ತರಬೇತಿ ಪಡೆಯುತ್ತಿದ್ದಾರೆ. ಜಾಹ್ನವಿ ಕಪೂರ್ ಅವರ ಚಿತ್ರದಲ್ಲಿ ಸಹಾಯಕ ನಿರ್ದೇಶಕಿಯಾಗಿ ಕೆಲಸ ಮಾಡಿದ್ದಾರೆ. [440,1118,542,1151]
story5-headline: 303 ಜಿಲ್ಲೆಗಳಲ್ಲಿ ಸೋಂಕು ಇಳಿಕೆ [537,638,777,663]
story4-headline-2: ಧರಿಸುವವರು ಶೇ. 14 ಮಾತ್ರ [292,489,410,503]
